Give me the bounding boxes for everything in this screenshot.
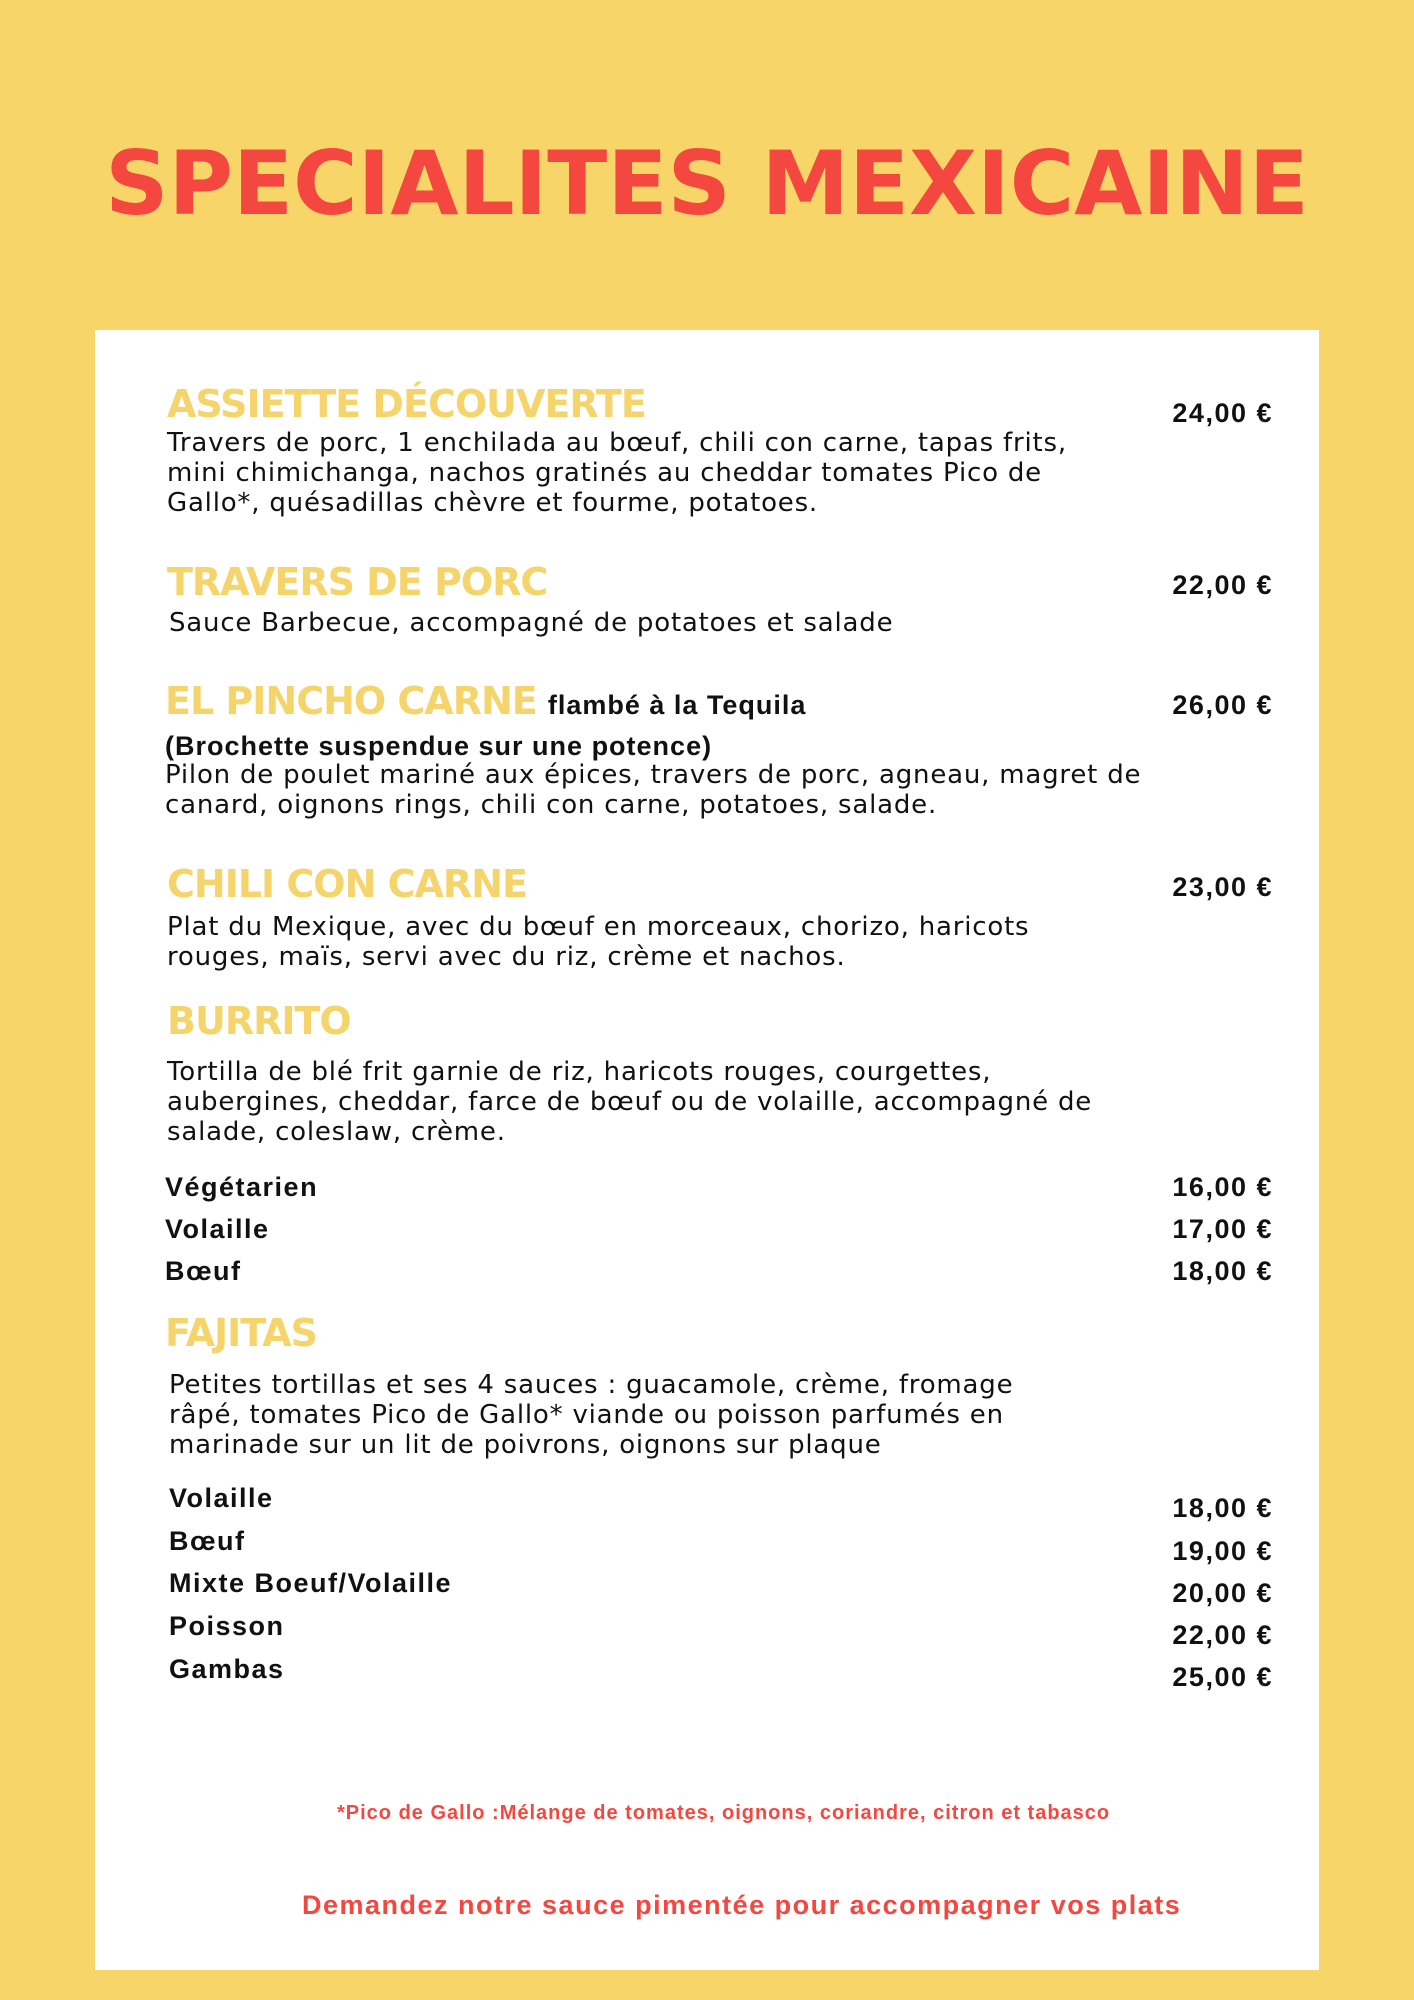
- item-price-chili: 23,00 €: [1172, 872, 1273, 902]
- item-price-travers: 22,00 €: [1172, 570, 1273, 600]
- menu-card: [95, 330, 1319, 1970]
- item-price-pincho: 26,00 €: [1172, 690, 1273, 720]
- burrito-option-price: 16,00 €: [1172, 1172, 1273, 1202]
- fajitas-option-price: 22,00 €: [1172, 1620, 1273, 1650]
- item-desc-burrito: Tortilla de blé frit garnie de riz, haricots rouges, courgettes, aubergines, cheddar, farce de bœuf ou de volaille, accompagné de salade, coleslaw, crème.: [167, 1057, 1093, 1147]
- fajitas-option-label: Gambas: [169, 1654, 285, 1684]
- fajitas-option-price: 19,00 €: [1172, 1536, 1273, 1566]
- burrito-option-price: 17,00 €: [1172, 1214, 1273, 1244]
- item-title-travers: TRAVERS DE PORC: [167, 560, 548, 604]
- item-desc-assiette: Travers de porc, 1 enchilada au bœuf, chili con carne, tapas frits, mini chimichanga, nachos gratinés au cheddar tomates Pico de Gallo*, quésadillas chèvre et fourme, potatoes.: [167, 428, 1067, 518]
- item-title-fajitas: FAJITAS: [165, 1311, 318, 1355]
- item-price-assiette: 24,00 €: [1172, 398, 1273, 428]
- item-title-assiette: ASSIETTE DÉCOUVERTE: [167, 382, 646, 426]
- page-title: SPECIALITES MEXICAINE: [105, 132, 1309, 235]
- fajitas-option-price: 25,00 €: [1172, 1662, 1273, 1692]
- item-desc-fajitas: Petites tortillas et ses 4 sauces : guacamole, crème, fromage râpé, tomates Pico de Gallo* viande ou poisson parfumés en marinade sur un lit de poivrons, oignons sur plaque: [169, 1370, 1014, 1460]
- fajitas-option-price: 20,00 €: [1172, 1578, 1273, 1608]
- item-desc-chili: Plat du Mexique, avec du bœuf en morceaux, chorizo, haricots rouges, maïs, servi avec du riz, crème et nachos.: [167, 912, 1030, 972]
- item-title-burrito: BURRITO: [167, 999, 351, 1043]
- fajitas-option-price: 18,00 €: [1172, 1493, 1273, 1523]
- fajitas-option-label: Volaille: [169, 1483, 274, 1513]
- burrito-option-label: Bœuf: [165, 1256, 242, 1286]
- item-title-chili: CHILI CON CARNE: [167, 862, 527, 906]
- item-subtitle-pincho: flambé à la Tequila: [547, 690, 807, 720]
- item-title-row-pincho: [165, 679, 807, 723]
- burrito-option-label: Végétarien: [165, 1172, 319, 1202]
- item-desc-pincho: Pilon de poulet mariné aux épices, travers de porc, agneau, magret de canard, oignons rings, chili con carne, potatoes, salade.: [165, 760, 1142, 820]
- item-note-pincho: (Brochette suspendue sur une potence): [165, 731, 713, 761]
- item-title-pincho: EL PINCHO CARNE: [165, 679, 537, 723]
- footnote-pico-de-gallo: *Pico de Gallo :Mélange de tomates, oignons, coriandre, citron et tabasco: [337, 1802, 1111, 1824]
- hot-sauce-callout: Demandez notre sauce pimentée pour accompagner vos plats: [302, 1890, 1182, 1920]
- burrito-option-label: Volaille: [165, 1214, 270, 1244]
- item-desc-travers: Sauce Barbecue, accompagné de potatoes et salade: [169, 608, 894, 638]
- fajitas-option-label: Mixte Boeuf/Volaille: [169, 1568, 453, 1598]
- fajitas-option-label: Bœuf: [169, 1526, 246, 1556]
- fajitas-option-label: Poisson: [169, 1611, 285, 1641]
- burrito-option-price: 18,00 €: [1172, 1256, 1273, 1286]
